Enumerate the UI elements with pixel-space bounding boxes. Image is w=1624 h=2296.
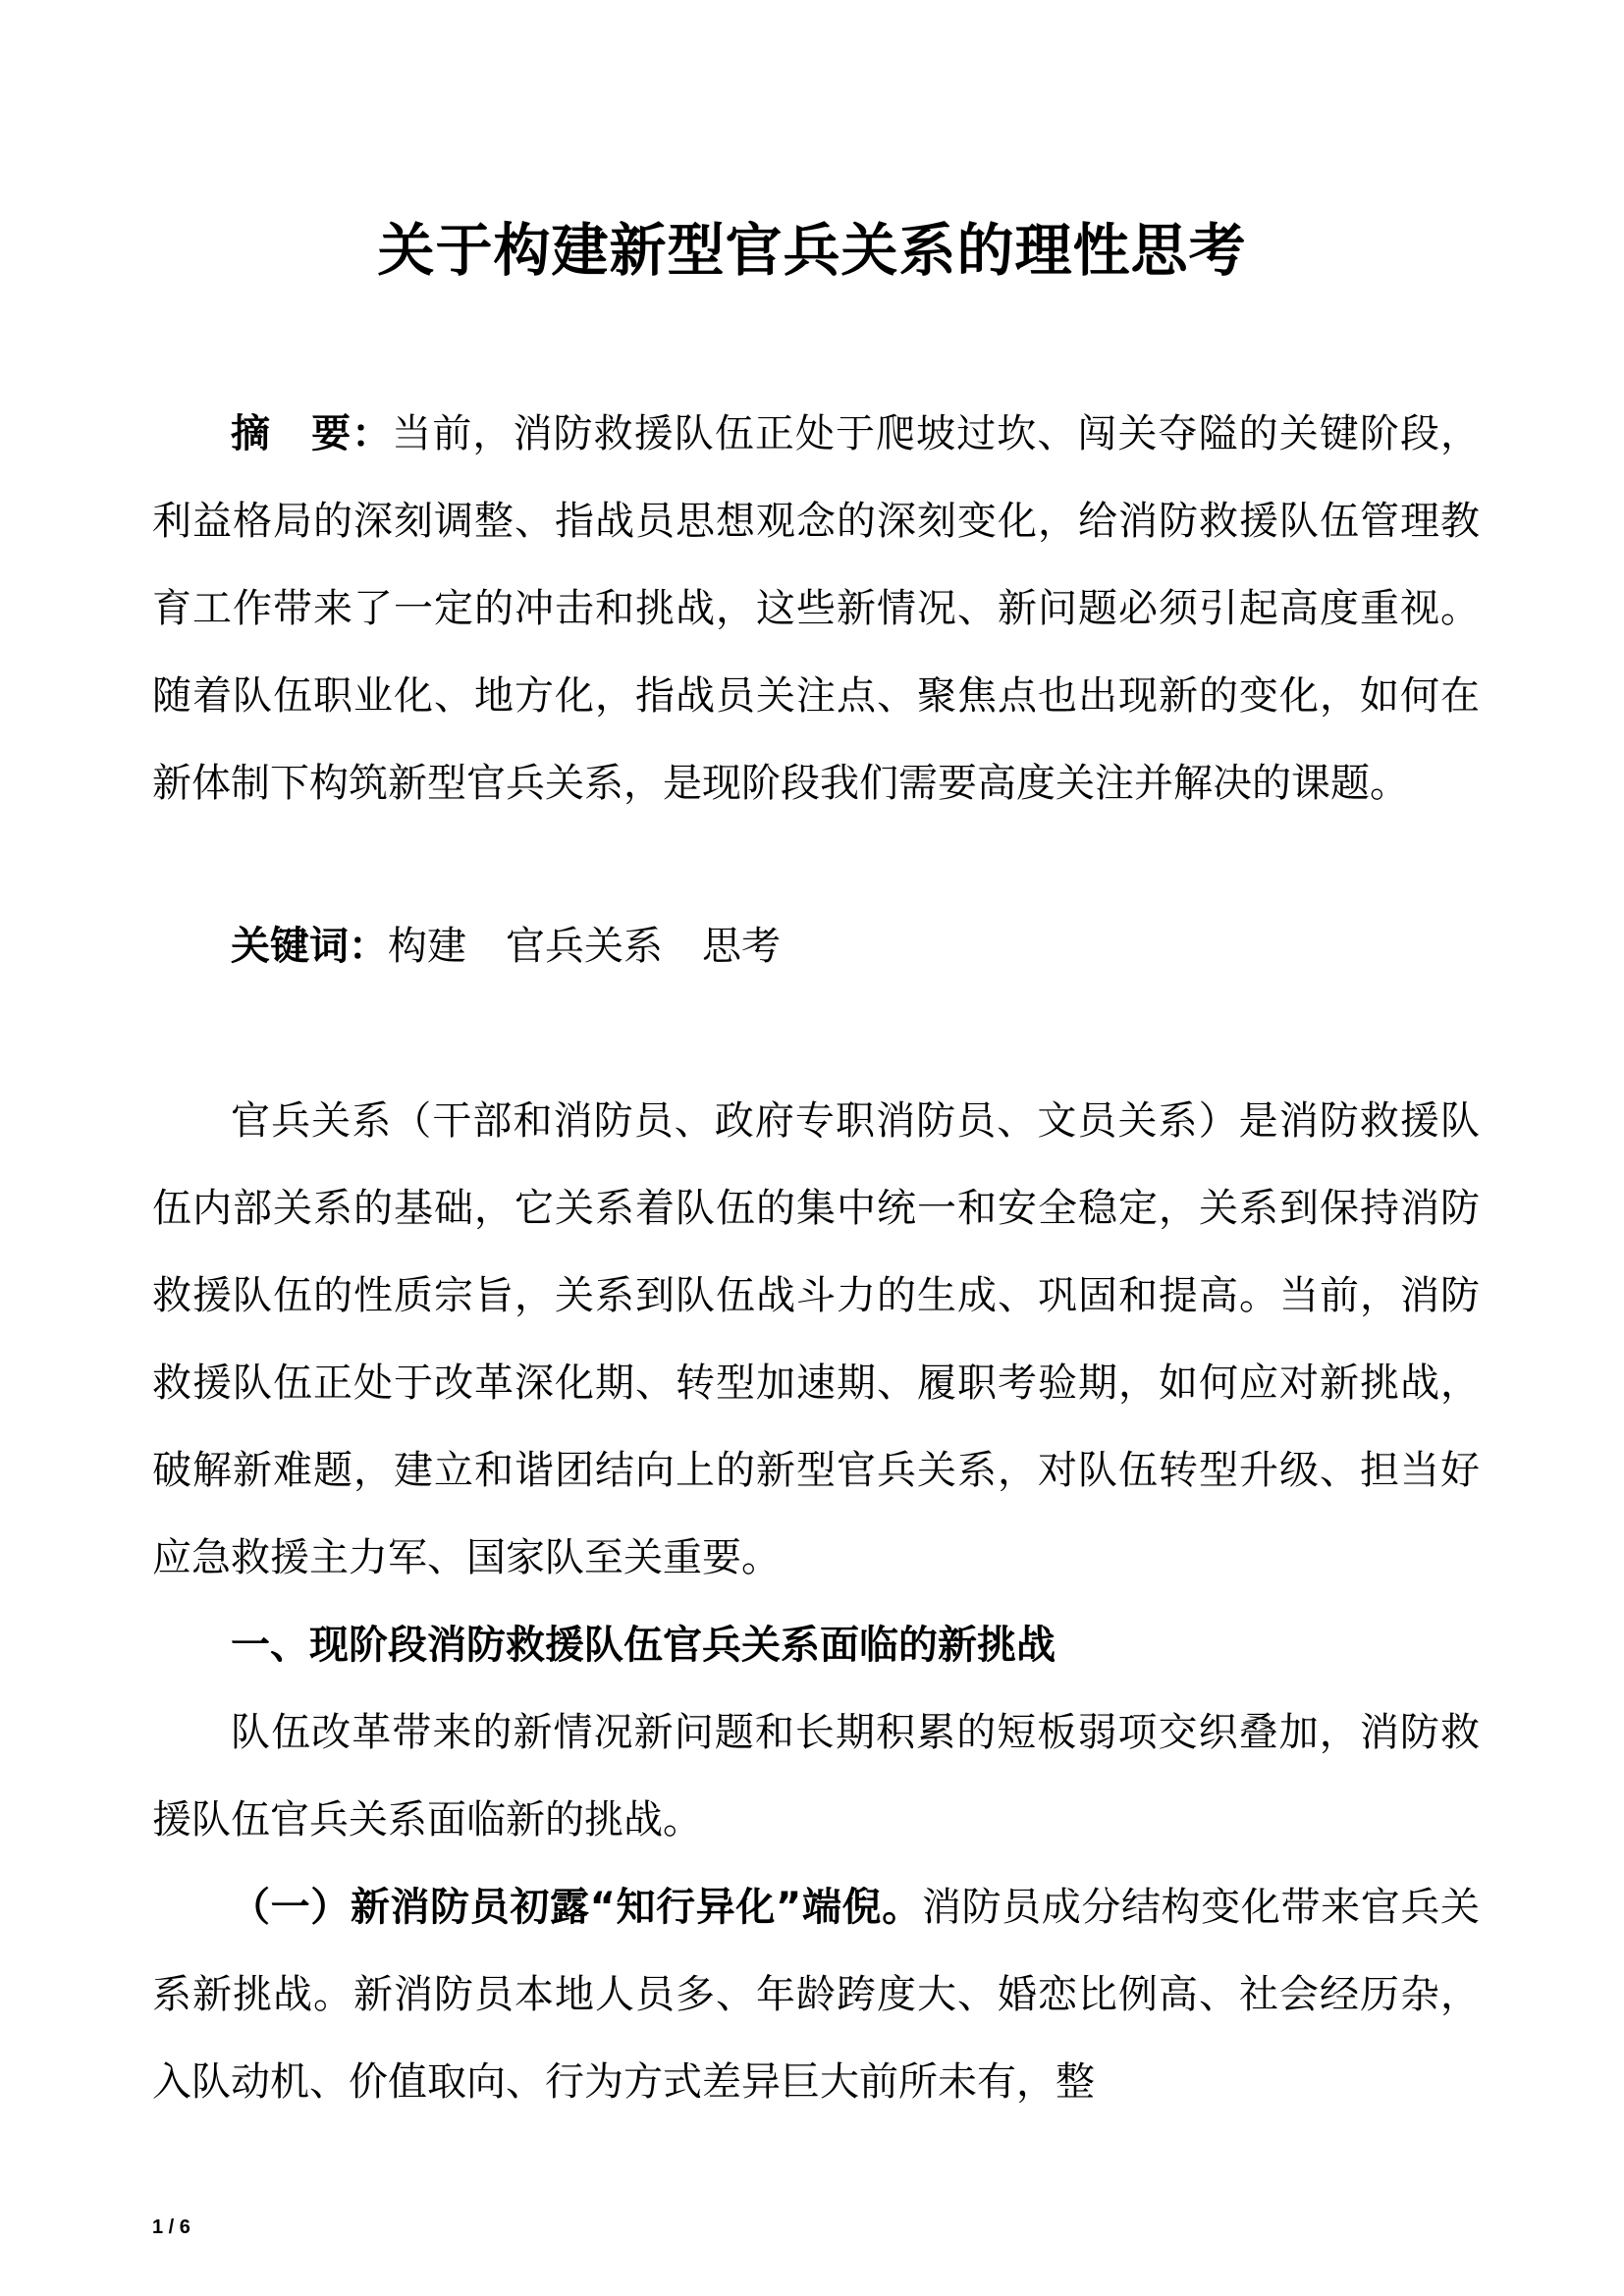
subsection-paragraph: [152, 1864, 1480, 2126]
abstract-label: 摘 要：: [231, 411, 393, 456]
keyword-item: 构建: [388, 924, 466, 969]
abstract-paragraph: [152, 391, 1480, 828]
main-body: [152, 1078, 1480, 2126]
keywords-label: 关键词：: [231, 924, 388, 969]
keyword-item: 思考: [702, 924, 781, 969]
keywords-paragraph: [152, 903, 1480, 990]
page-number: 1 / 6: [152, 2216, 190, 2238]
keywords-block: [152, 903, 1480, 990]
document-title: 关于构建新型官兵关系的理性思考: [377, 217, 1247, 284]
abstract-text: 当前，消防救援队伍正处于爬坡过坎、闯关夺隘的关键阶段，利益格局的深刻调整、指战员思想观念的深刻变化，给消防救援队伍管理教育工作带来了一定的冲击和挑战，这些新情况、新问题必须引起高度重视。随着队伍职业化、地方化，指战员关注点、聚焦点也出现新的变化，如何在新体制下构筑新型官兵关系，是现阶段我们需要高度关注并解决的课题。: [152, 411, 1481, 806]
abstract-block: [152, 391, 1480, 828]
section-heading: 一、现阶段消防救援队伍官兵关系面临的新挑战: [231, 1623, 1056, 1668]
intro-paragraph: 官兵关系（干部和消防员、政府专职消防员、文员关系）是消防救援队伍内部关系的基础，它关系着队伍的集中统一和安全稳定，关系到保持消防救援队伍的性质宗旨，关系到队伍战斗力的生成、巩固和提高。当前，消防救援队伍正处于改革深化期、转型加速期、履职考验期，如何应对新挑战，破解新难题，建立和谐团结向上的新型官兵关系，对队伍转型升级、担当好应急救援主力军、国家队至关重要。: [152, 1098, 1480, 1580]
subsection-heading: （一）新消防员初露“知行异化”端倪。: [231, 1885, 922, 1930]
keyword-item: 官兵关系: [506, 924, 663, 969]
subsection-text: 消防员成分结构变化带来官兵关系新挑战。新消防员本地人员多、年龄跨度大、婚恋比例高、社会经历杂，入队动机、价值取向、行为方式差异巨大前所未有，整: [152, 1885, 1481, 2105]
section-paragraph: 队伍改革带来的新情况新问题和长期积累的短板弱项交织叠加，消防救援队伍官兵关系面临新的挑战。: [152, 1710, 1480, 1842]
